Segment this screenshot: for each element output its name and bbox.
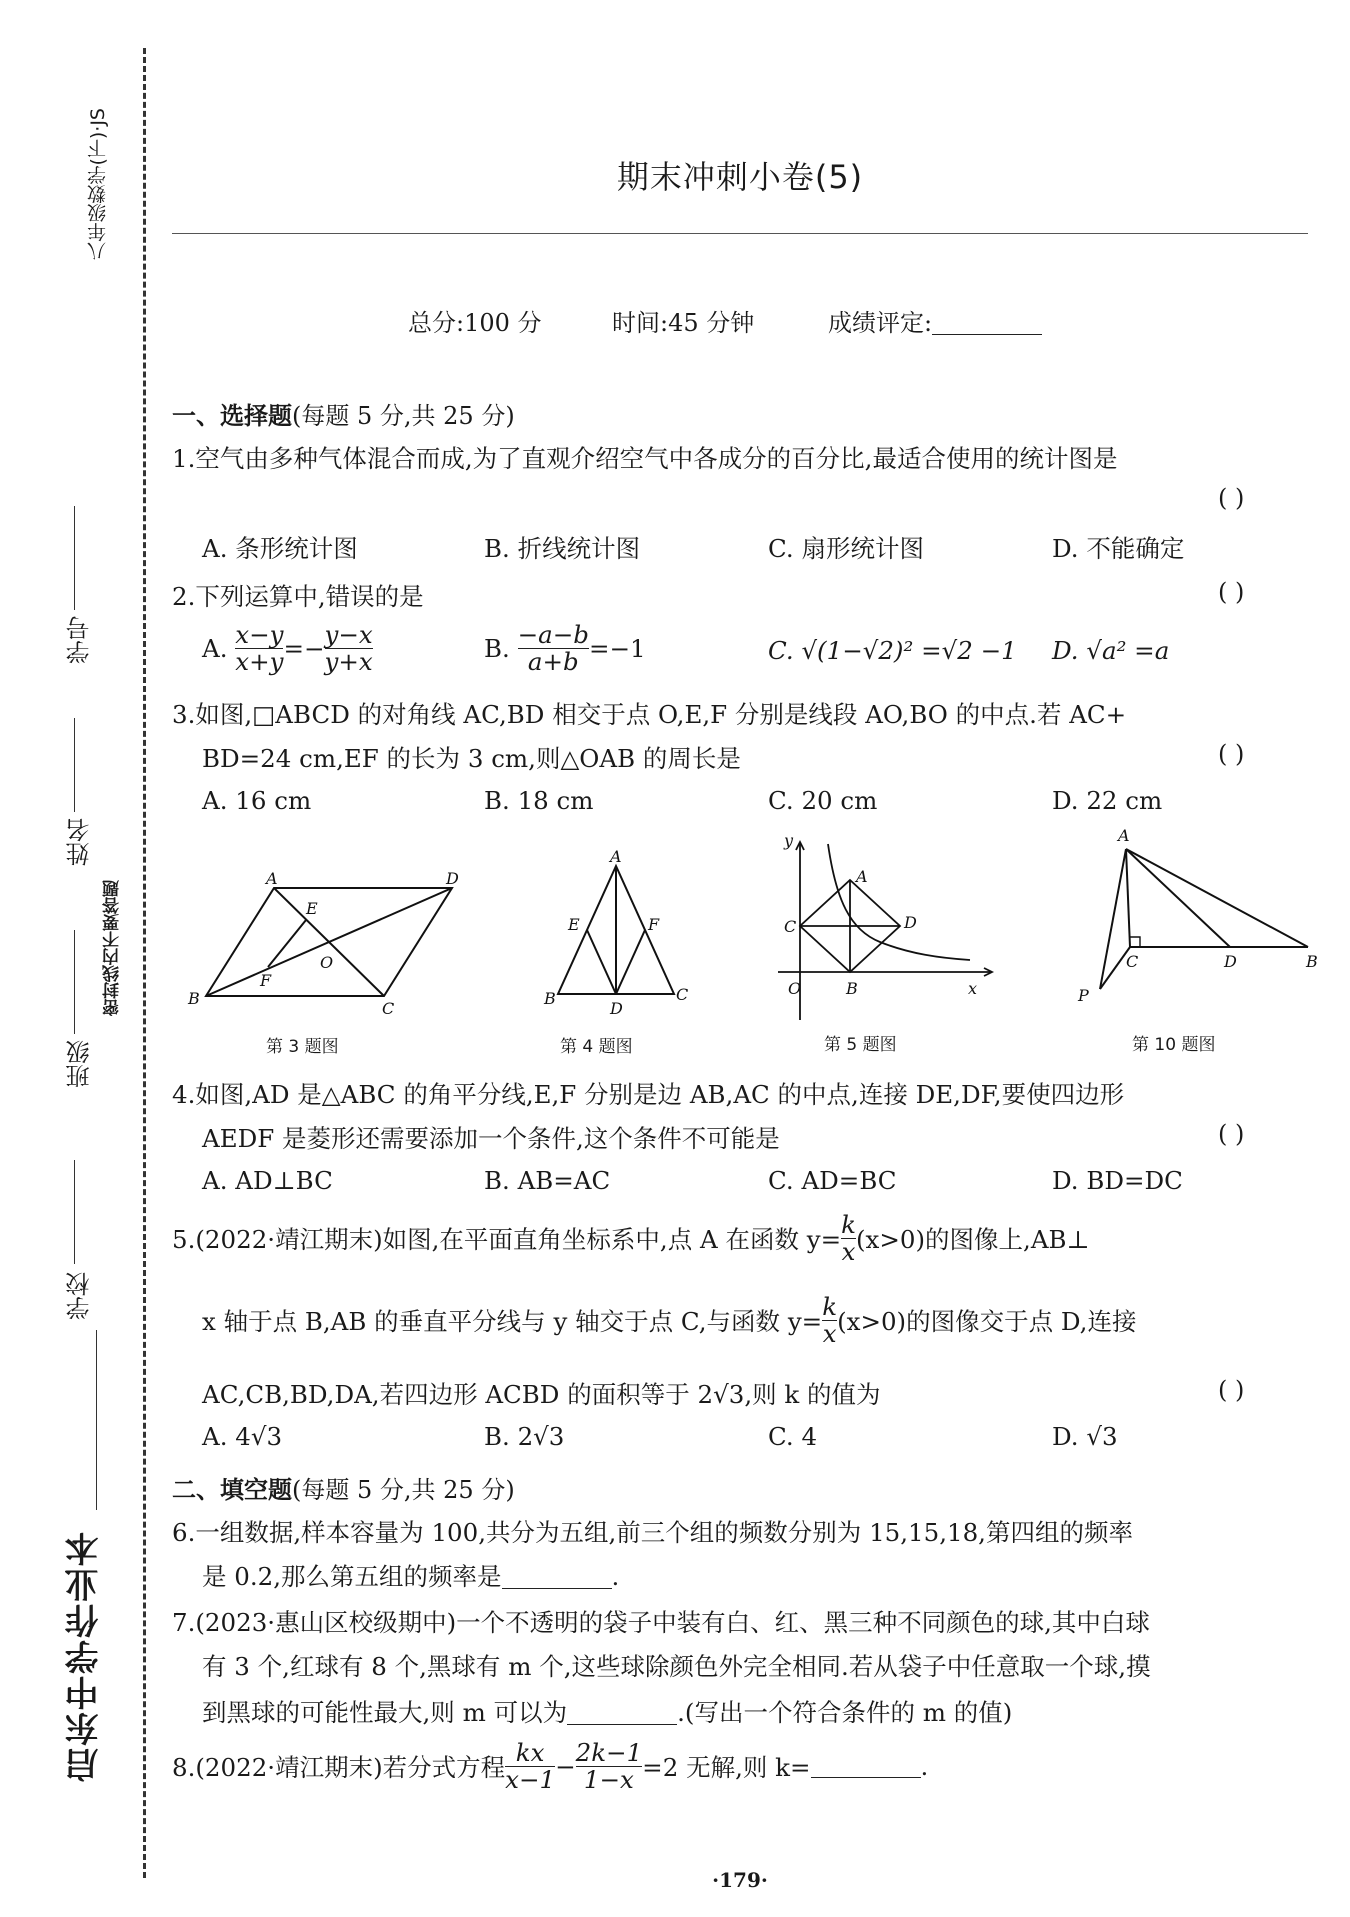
q8-answer-blank[interactable]	[811, 1755, 921, 1778]
f4-label-a: A	[610, 850, 622, 866]
q7-answer-blank[interactable]	[567, 1702, 677, 1725]
q4-option-c: C. AD=BC	[768, 1166, 897, 1195]
q1-option-b: B. 折线统计图	[484, 534, 641, 563]
q5-line2: x 轴于点 B,AB 的垂直平分线与 y 轴交于点 C,与函数 y= $\frac{k}{x}$ (x>0)的图像交于点 D,连接	[202, 1292, 1137, 1348]
q7-line1: 7.(2023·惠山区校级期中)一个不透明的袋子中装有白、红、黑三种不同颜色的球,其中白球	[172, 1608, 1150, 1637]
q4-option-b: B. AB=AC	[484, 1166, 611, 1195]
f3-label-b: B	[188, 989, 200, 1008]
brand-label: 启东中学作业本	[65, 1530, 105, 1782]
class-label: 班级	[66, 1040, 94, 1088]
q5-answer-paren[interactable]: ( )	[1218, 1376, 1245, 1404]
figure-q3	[180, 868, 480, 1028]
figure-q4	[540, 850, 700, 1020]
f5-label-o: O	[788, 979, 802, 998]
school-field[interactable]	[74, 1160, 75, 1264]
q2-option-d: D. √a² =a	[1052, 636, 1170, 665]
q7-line3: 到黑球的可能性最大,则 m 可以为 .(写出一个符合条件的 m 的值)	[202, 1698, 1013, 1727]
q4-option-d: D. BD=DC	[1052, 1166, 1183, 1195]
q2-b-fraction: $\frac{-a-b}{a+b}$	[517, 620, 589, 676]
f10-label-c: C	[1126, 952, 1139, 971]
q2-a-fraction2: $\frac{y-x}{y+x}$	[324, 620, 373, 676]
f10-label-d: D	[1224, 952, 1237, 971]
f3-label-a: A	[266, 869, 278, 888]
figure-q3-caption: 第 3 题图	[266, 1037, 339, 1057]
f5-label-d: D	[904, 913, 917, 932]
q4-answer-paren[interactable]: ( )	[1218, 1120, 1245, 1148]
number-label: 学号	[66, 616, 94, 664]
q2-option-a: A. $\frac{x-y}{x+y}$ =− $\frac{y-x}{y+x}$	[202, 620, 373, 676]
f3-label-c: C	[382, 999, 395, 1018]
figure-q10-caption: 第 10 题图	[1132, 1035, 1216, 1055]
f5-label-b: B	[846, 979, 858, 998]
f5-label-c: C	[784, 917, 797, 936]
f4-label-f: F	[648, 915, 660, 934]
f4-label-e: E	[568, 915, 580, 934]
q8-fraction2: $\frac{2k-1}{1-x}$	[575, 1738, 643, 1794]
f4-label-b: B	[544, 989, 556, 1008]
f5-label-x: x	[968, 979, 978, 998]
class-field[interactable]	[74, 930, 75, 1034]
page-number: ·179·	[712, 1868, 768, 1892]
q4-line2: AEDF 是菱形还需要添加一个条件,这个条件不可能是	[202, 1124, 780, 1153]
q1-text: 1.空气由多种气体混合而成,为了直观介绍空气中各成分的百分比,最适合使用的统计图是	[172, 444, 1118, 473]
figure-q4-caption: 第 4 题图	[560, 1037, 633, 1057]
f5-label-y: y	[784, 831, 794, 850]
q6-line1: 6.一组数据,样本容量为 100,共分为五组,前三个组的频数分别为 15,15,18,第四组的频率	[172, 1518, 1133, 1547]
textbook-label: 八年级数学(下)·JS	[87, 108, 109, 261]
q1-option-d: D. 不能确定	[1052, 534, 1185, 563]
q2-option-b: B. $\frac{-a-b}{a+b}$ =−1	[484, 620, 646, 676]
f3-label-f: F	[260, 971, 272, 990]
section1-heading: 一、选择题(每题 5 分,共 25 分)	[172, 402, 515, 430]
q1-option-a: A. 条形统计图	[202, 534, 358, 563]
q2-text: 2.下列运算中,错误的是	[172, 582, 424, 611]
f4-label-d: D	[610, 999, 623, 1018]
school-label: 学校	[66, 1272, 94, 1320]
time-limit: 时间:45 分钟	[612, 309, 755, 337]
seal-note: 密封线内不要答题	[103, 880, 123, 1016]
seal-dashed-line	[143, 48, 146, 1878]
q5-fraction1: $\frac{k}{x}$	[841, 1210, 856, 1266]
q5-line3: AC,CB,BD,DA,若四边形 ACBD 的面积等于 2√3,则 k 的值为	[202, 1380, 881, 1409]
name-field[interactable]	[74, 718, 75, 812]
total-score: 总分:100 分	[408, 309, 542, 337]
name-label: 姓名	[66, 818, 94, 866]
figure-q5-caption: 第 5 题图	[824, 1035, 897, 1055]
q8-fraction1: $\frac{kx}{x-1}$	[505, 1738, 556, 1794]
title-divider	[172, 233, 1308, 234]
q3-line2: BD=24 cm,EF 的长为 3 cm,则△OAB 的周长是	[202, 744, 741, 773]
q5-option-c: C. 4	[768, 1422, 818, 1451]
q5-option-b: B. 2√3	[484, 1422, 565, 1451]
grade-blank[interactable]	[932, 312, 1042, 335]
q2-a-fraction1: $\frac{x-y}{x+y}$	[235, 620, 284, 676]
q6-answer-blank[interactable]	[502, 1566, 612, 1589]
q3-option-b: B. 18 cm	[484, 786, 594, 815]
f3-label-e: E	[306, 899, 318, 918]
f3-label-o: O	[320, 953, 334, 972]
brand-underline	[96, 1330, 97, 1510]
q8-text: 8.(2022·靖江期末)若分式方程 $\frac{kx}{x-1}$ − $\frac{2k-1}{1-x}$ =2 无解,则 k= .	[172, 1738, 929, 1794]
q7-line2: 有 3 个,红球有 8 个,黑球有 m 个,这些球除颜色外完全相同.若从袋子中任意取一个球,摸	[202, 1652, 1151, 1681]
figure-q10	[1060, 825, 1330, 1025]
figure-q5	[770, 830, 1000, 1030]
q5-option-d: D. √3	[1052, 1422, 1118, 1451]
q3-line1: 3.如图,□ABCD 的对角线 AC,BD 相交于点 O,E,F 分别是线段 AO,BO 的中点.若 AC+	[172, 700, 1127, 729]
f4-label-c: C	[676, 985, 689, 1004]
q5-fraction2: $\frac{k}{x}$	[822, 1292, 838, 1348]
page-title: 期末冲刺小卷(5)	[616, 158, 864, 196]
q6-line2: 是 0.2,那么第五组的频率是 .	[202, 1562, 620, 1591]
number-field[interactable]	[74, 506, 75, 610]
q5-option-a: A. 4√3	[202, 1422, 283, 1451]
section2-heading: 二、填空题(每题 5 分,共 25 分)	[172, 1476, 515, 1504]
q1-option-c: C. 扇形统计图	[768, 534, 924, 563]
f10-label-p: P	[1078, 986, 1089, 1005]
q5-line1: 5.(2022·靖江期末)如图,在平面直角坐标系中,点 A 在函数 y= $\frac{k}{x}$ (x>0)的图像上,AB⊥	[172, 1210, 1090, 1266]
q3-option-c: C. 20 cm	[768, 786, 878, 815]
q3-option-a: A. 16 cm	[202, 786, 312, 815]
f10-label-b: B	[1306, 952, 1318, 971]
f10-label-a: A	[1118, 826, 1130, 845]
grade-label: 成绩评定:	[828, 303, 1042, 338]
q4-option-a: A. AD⊥BC	[202, 1166, 333, 1195]
q3-answer-paren[interactable]: ( )	[1218, 740, 1245, 768]
q3-option-d: D. 22 cm	[1052, 786, 1163, 815]
f5-label-a: A	[856, 867, 868, 886]
q2-option-c: C. √(1−√2)² =√2 −1	[768, 636, 1017, 665]
q4-line1: 4.如图,AD 是△ABC 的角平分线,E,F 分别是边 AB,AC 的中点,连接 DE,DF,要使四边形	[172, 1080, 1125, 1109]
q1-answer-paren[interactable]: ( )	[1218, 484, 1245, 512]
f3-label-d: D	[446, 869, 459, 888]
q2-answer-paren[interactable]: ( )	[1218, 578, 1245, 606]
